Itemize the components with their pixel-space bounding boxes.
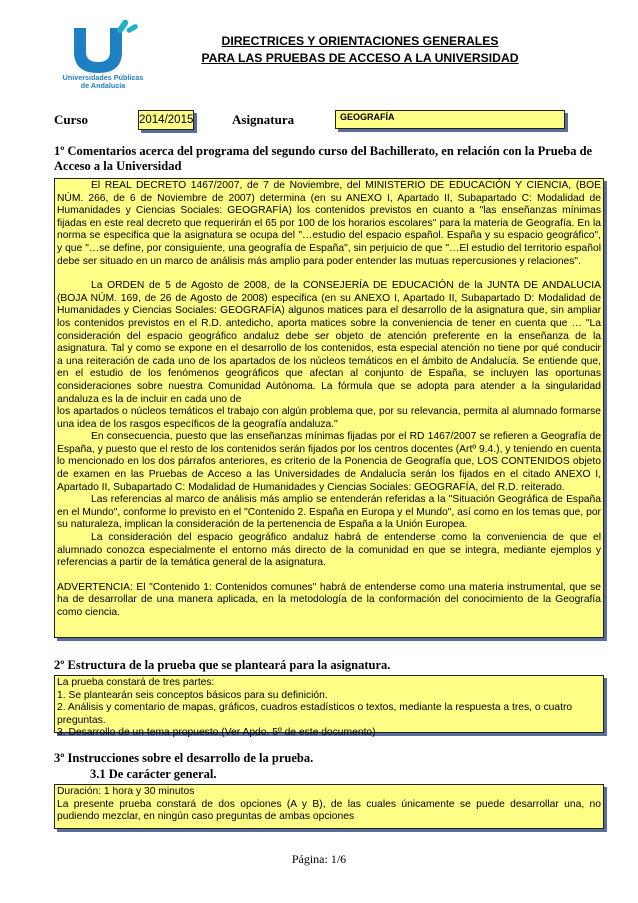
section1-paragraph: ADVERTENCIA: El "Contenido 1: Contenidos comunes" habrá de entenderse como una materia instrumental, que se ha de desarrollar de una manera aplicada, en la metodología de la conformación del conocimiento de la Geografía como ciencia. xyxy=(57,581,601,618)
section3-heading: 3º Instrucciones sobre el desarrollo de la prueba. xyxy=(54,751,314,765)
curso-label: Curso xyxy=(54,112,88,127)
section1-paragraph: En consecuencia, puesto que las enseñanzas mínimas fijadas por el RD 1467/2007 se refieren a Geografía de España, y puesto que el resto de los contenidos serán fijados por los centros docentes (Artº 9.4.), y teniendo en cuenta lo mencionado en los dos párrafos anteriores, es criterio de la Ponencia de Geografía que, LOS CONTENIDOS objeto de examen en las Pruebas de Acceso a las Universidades de Andalucía serán los fijados en el citado ANEXO I, Apartado II, Subapartado C: Modalidad de Humanidades y Ciencias Sociales: GEOGRAFÍA, del R.D. reiterado. xyxy=(57,431,601,493)
section1-paragraph: El REAL DECRETO 1467/2007, de 7 de Noviembre, del MINISTERIO DE EDUCACIÓN Y CIENCIA, (BOE NÚM. 266, de 6 de Noviembre de 2007) determina (en su ANEXO I, Apartado II, Subapartado C: Modalidad de Humanidades y Ciencias Sociales: GEOGRAFÍA) los contenidos previstos en cuanto a "las enseñanzas mínimas fijadas en este real decreto que requerirán el 65 por 100 de los horarios escolares" para la materia de Geografía. En la norma se especifica que la asignatura se ocupa del "…estudio del espacio español. España y su espacio geográfico", y que "…se define, por consiguiente, una geografía de España", sin perjuicio de que "…El estudio del territorio español debe ser situado en un marco de análisis más amplio para poder entender las mutuas repercusiones y relaciones". xyxy=(57,180,601,267)
logo-text-line2: de Andalucía xyxy=(80,81,126,90)
title-line2: PARA LAS PRUEBAS DE ACCESO A LA UNIVERSIDAD xyxy=(201,51,519,65)
section1-paragraph: La ORDEN de 5 de Agosto de 2008, de la CONSEJERÍA DE EDUCACIÓN de la JUNTA DE ANDALUCIA (BOJA NÚM. 169, de 26 de Agosto de 2008) especifica (en su ANEXO I, Apartado II, Subapartado D: Modalidad de Humanidades y Ciencias Sociales: GEOGRAFÍA) algunos matices para el desarrollo de la asignatura que, sin ampliar los contenidos previstos en el R.D. antedicho, aporta matices sobre la conveniencia de tener en cuenta que … "La consideración del espacio geográfico andaluz debe ser objeto de atención preferente en la enseñanza de la asignatura. Tal y como se expone en el desarrollo de los contenidos, esta especial atención no tiene por qué conducir a una reiteración de cada uno de los apartados de los núcleos temáticos en el ámbito de Andalucía. Se entiende que, en el estudio de los fenómenos geográficos que afectan al conjunto de España, se incluyen las oportunas consideraciones sobre nuestra Comunidad Autónoma. La fórmula que se adopta para atender a la singularidad andaluza es la de incluir en cada uno de xyxy=(57,280,601,405)
section2-line: 1. Se plantearán seis conceptos básicos para su definición. xyxy=(57,689,328,701)
section2-line: 3. Desarrollo de un tema propuesto.(Ver Apdo. 5º de este documento) xyxy=(57,727,376,739)
section1-heading: 1º Comentarios acerca del programa del segundo curso del Bachillerato, en relación con la Prueba de Acceso a la Universidad xyxy=(54,144,593,173)
section3-textbox xyxy=(54,784,604,829)
logo-text-line1: Universidades Públicas xyxy=(62,73,144,82)
section3-subheading: 3.1 De carácter general. xyxy=(90,767,217,781)
section1-textbox xyxy=(54,178,604,638)
section2-heading: 2º Estructura de la prueba que se planteará para la asignatura. xyxy=(54,658,391,672)
section2-line: La prueba constará de tres partes: xyxy=(57,677,215,688)
section2-line: 2. Análisis y comentario de mapas, gráficos, cuadros estadísticos o textos, mediante la respuesta a tres, o cuatro preguntas. xyxy=(57,702,573,726)
section3-line: Duración: 1 hora y 30 minutos xyxy=(57,786,195,797)
asignatura-label: Asignatura xyxy=(232,112,295,127)
section2-textbox xyxy=(54,675,604,739)
section1-paragraph: La consideración del espacio geográfico andaluz habrá de entenderse como la conveniencia de que el alumnado conozca especialmente el entorno más directo de la comunidad en que se integra, mediante ejemplos y referencias a partir de la temática general de la asignatura. xyxy=(57,532,601,569)
curso-value: 2014/2015 xyxy=(138,110,194,130)
section3-line: La presente prueba constará de dos opciones (A y B), de las cuales únicamente se puede desarrollar una, no pudiendo mezclar, en ningún caso preguntas de ambas opciones xyxy=(57,798,601,823)
document-title xyxy=(190,33,530,67)
asignatura-value: GEOGRAFÍA xyxy=(335,110,565,129)
page-number: Página: 1/6 xyxy=(291,852,347,866)
section1-paragraph: Las referencias al marco de análisis más amplio se entenderán referidas a la "Situación Geográfica de España en el Mundo", conforme lo previsto en el "Contenido 2. España en Europa y el Mundo", así como en los temas que, por su naturaleza, implican la consideración de la pertenencia de España a la Unión Europea. xyxy=(57,494,601,531)
section1-paragraph: los apartados o núcleos temáticos el trabajo con algún problema que, por su relevancia, permita al alumnado formarse una idea de los rasgos específicos de la geografía andaluza." xyxy=(57,406,601,430)
title-line1: DIRECTRICES Y ORIENTACIONES GENERALES xyxy=(221,34,499,48)
universidades-andalucia-logo xyxy=(48,16,158,92)
u-logo-icon xyxy=(60,16,150,74)
